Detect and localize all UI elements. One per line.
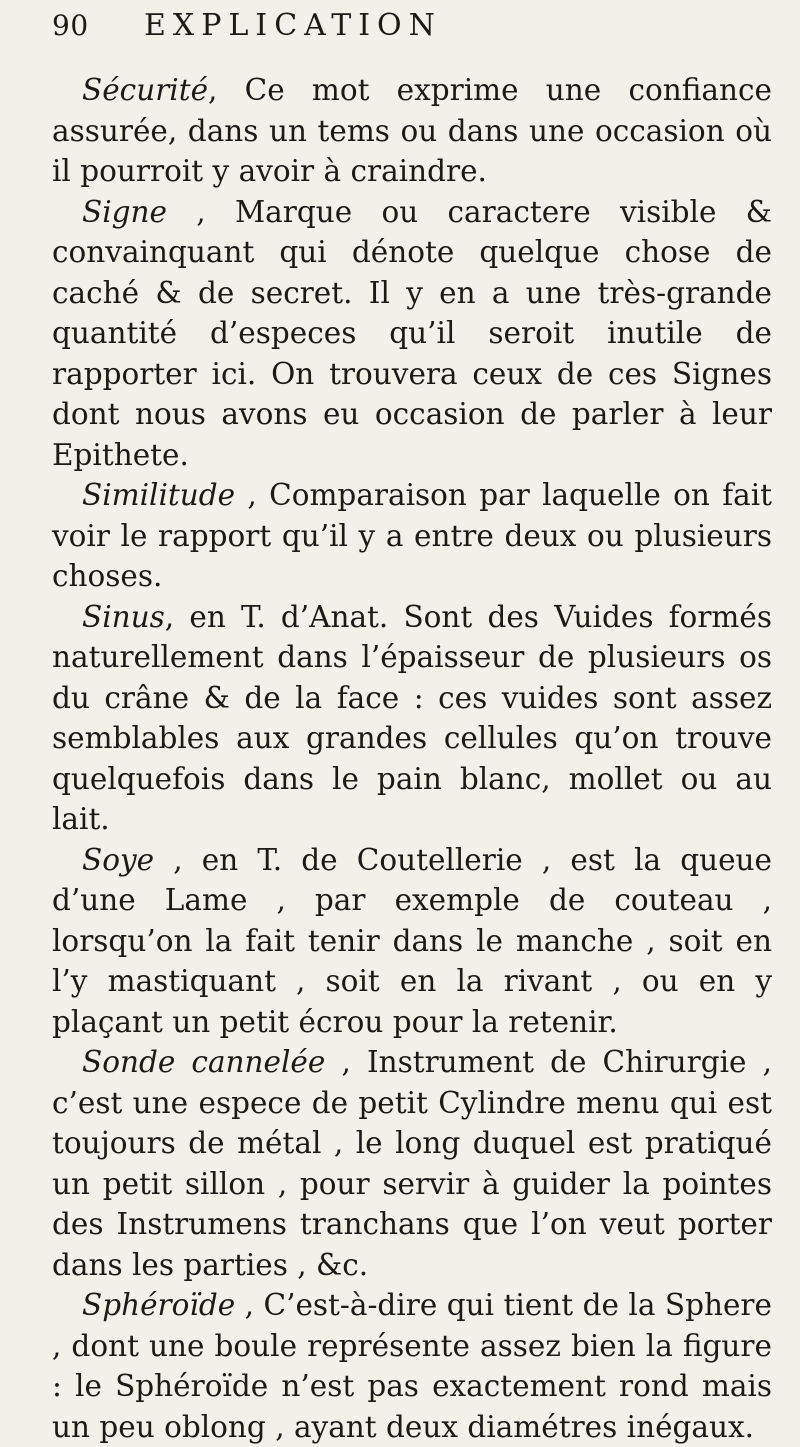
entry-definition: , Ce mot exprime une confiance assurée, dans un tems ou dans une occasion où il pourroit y avoir à craindre. (52, 73, 772, 188)
entry-similitude (52, 475, 772, 597)
entry-securite (52, 70, 772, 192)
entry-term: Sécurité (82, 73, 209, 107)
entry-definition: , en T. d’Anat. Sont des Vuides formés naturellement dans l’épaisseur de plusieurs os du crâne & de la face : ces vuides sont assez semblables aux grandes cellules qu’on trouve quelquefois dans le pain blanc, mollet ou au lait. (52, 599, 772, 836)
entry-term: Signe (82, 194, 167, 229)
dictionary-entries (52, 70, 772, 1447)
entry-spheroide (52, 1285, 772, 1447)
entry-term: Similitude (82, 478, 236, 512)
entry-sinus (52, 597, 772, 840)
entry-definition: , Marque ou caractere visible & convainquant qui dénote quelque chose de caché & de secret. Il y en a une très-grande quantité d’especes qu’il seroit inutile de rapporter ici. On trouvera ceux de ces Signes dont nous avons eu occasion de parler à leur Epithete. (52, 194, 772, 472)
entry-soye (52, 840, 772, 1043)
page-number: 90 (52, 9, 89, 42)
entry-term: Sphéroïde (82, 1288, 236, 1322)
entry-signe (52, 192, 772, 476)
running-title: EXPLICATION (144, 8, 442, 43)
entry-definition: , C’est-à-dire qui tient de la Sphere , dont une boule représente assez bien la figure : le Sphéroïde n’est pas exactement rond mais un peu oblong , ayant deux diamétres inégaux. (52, 1288, 772, 1444)
entry-definition: , Comparaison par laquelle on fait voir le rapport qu’il y a entre deux ou plusieurs choses. (52, 478, 772, 593)
entry-sonde-cannelee (52, 1042, 772, 1285)
entry-definition: , Instrument de Chirurgie , c’est une espece de petit Cylindre menu qui est toujours de métal , le long duquel est pratiqué un petit sillon , pour servir à guider la pointes des Instrumens tranchans que l’on veut porter dans les parties , &c. (52, 1045, 773, 1282)
entry-definition: , en T. de Coutellerie , est la queue d’une Lame , par exemple de couteau , lorsqu’on la fait tenir dans le manche , soit en l’y mastiquant , soit en la rivant , ou en y plaçant un petit écrou pour la retenir. (52, 842, 772, 1039)
page-header (52, 8, 772, 70)
entry-term: Soye (82, 842, 155, 877)
entry-term: Sonde cannelée (82, 1045, 326, 1079)
entry-term: Sinus (82, 599, 165, 634)
